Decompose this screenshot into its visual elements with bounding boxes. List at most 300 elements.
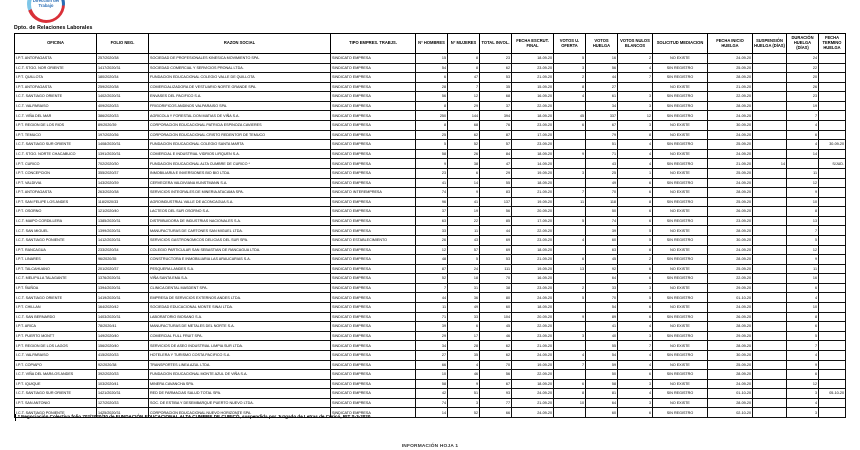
cell: 47 — [448, 73, 480, 83]
cell: CLINICA DENTAL MASDENT SPA. — [149, 283, 331, 293]
cell: I.P.T. ANTOFAGASTA — [15, 82, 97, 92]
cell: SIN REGISTRO — [653, 92, 708, 102]
cell: I.P.T. REGION DE LOS RIOS — [15, 121, 97, 131]
cell — [819, 101, 846, 111]
cell: 233/2020/34 — [97, 245, 149, 255]
cell: 22-09-20 — [512, 370, 554, 380]
table-row — [15, 350, 846, 360]
cell — [753, 379, 787, 389]
cell: 25 — [416, 130, 448, 140]
cell: 17-09-20 — [512, 216, 554, 226]
cell — [819, 188, 846, 198]
cell: 33 — [448, 312, 480, 322]
cell: NO EXISTE — [653, 303, 708, 313]
cell: 394 — [480, 111, 512, 121]
cell: 43 — [448, 235, 480, 245]
cell — [618, 82, 653, 92]
cell — [753, 188, 787, 198]
cell: I.C.T. SAN MIGUEL — [15, 226, 97, 236]
cell: 4 — [787, 121, 819, 131]
cell: 17-09-20 — [512, 130, 554, 140]
cell: 6 — [787, 322, 819, 332]
cell: 20-09-20 — [512, 207, 554, 217]
cell: 197/2020/36 — [97, 130, 149, 140]
cell: 55 — [586, 341, 618, 351]
cell: 4 — [618, 140, 653, 150]
cell: 18 — [448, 274, 480, 284]
cell — [753, 101, 787, 111]
cell: NO EXISTE — [653, 121, 708, 131]
cell: 2 — [618, 255, 653, 265]
cell: I.C.T. SANTIAGO SUR ORIENTE — [15, 140, 97, 150]
cell: I.P.T. RANCAGUA — [15, 245, 97, 255]
cell: I.C.T. VIÑA DEL MAR/LOS ANDES — [15, 370, 97, 380]
cell: VIÑA SANTA EMA S.A. — [149, 274, 331, 284]
table-row — [15, 331, 846, 341]
cell: 1412/2020/31 — [97, 235, 149, 245]
cell: INMOBILIARIA E INVERSIONES BIO BIO LTDA. — [149, 168, 331, 178]
cell: AGRICOLA Y FORESTAL DON MATIAS DE VIÑA S.A. — [149, 111, 331, 121]
cell — [554, 274, 586, 284]
cell — [554, 245, 586, 255]
cell: 7 — [554, 188, 586, 198]
cell: 9 — [416, 159, 448, 169]
cell: 48 — [416, 255, 448, 265]
footnote: * Negociación Colectiva folio 702/2020/30 de FUNDACIÓN EDUCACIONAL ALTA CUMBRE DE CURICÓ, suspendida por Juzgado de Letras de Curicó, RIT S-3-2020 — [15, 414, 370, 421]
table-row — [15, 255, 846, 265]
cell: AGROINDUSTRIAL VALLE DE ACONCAGUA S.A. — [149, 197, 331, 207]
cell: SINDICATO EMPRESA — [331, 274, 416, 284]
cell: SIN REGISTRO — [653, 255, 708, 265]
cell: 3 — [618, 92, 653, 102]
cell: 19-09-20 — [512, 197, 554, 207]
cell: 5 — [416, 140, 448, 150]
cell: 62 — [480, 63, 512, 73]
cell: 6 — [787, 130, 819, 140]
cell: SINDICATO EMPRESA — [331, 245, 416, 255]
cell — [819, 130, 846, 140]
cell: NO EXISTE — [653, 245, 708, 255]
table-row — [15, 73, 846, 83]
cell: 386/2020/33 — [97, 111, 149, 121]
cell: 10 — [787, 197, 819, 207]
cell: ENVASES DEL PACIFICO S.A. — [149, 92, 331, 102]
cell: 18-09-20 — [512, 178, 554, 188]
cell: 180/2020/34 — [97, 73, 149, 83]
cell: 3 — [618, 121, 653, 131]
cell: 14 — [787, 149, 819, 159]
cell: 02-10-20 — [708, 408, 753, 418]
cell — [753, 140, 787, 150]
cell: 85 — [480, 216, 512, 226]
cell: 23-09-20 — [708, 216, 753, 226]
cell: 21-09-20 — [512, 188, 554, 198]
cell: SINDICATO EMPRESA — [331, 216, 416, 226]
cell: 1421/2020/31 — [97, 389, 149, 399]
cell: 12 — [787, 379, 819, 389]
table-row — [15, 379, 846, 389]
cell: 259/2020/38 — [97, 82, 149, 92]
cell: SIN REGISTRO — [653, 63, 708, 73]
cell: 28-09-20 — [708, 341, 753, 351]
cell: 70 — [586, 188, 618, 198]
cell — [554, 303, 586, 313]
cell: 38 — [480, 283, 512, 293]
cell: I.C.T. STGO. NORTE CHACABUCO — [15, 149, 97, 159]
cell — [753, 274, 787, 284]
cell: SINDICATO EMPRESA — [331, 101, 416, 111]
cell: 8 — [787, 207, 819, 217]
cell: 8 — [554, 389, 586, 399]
cell: 64 — [586, 274, 618, 284]
cell: I.P.T. TALCAHUANO — [15, 264, 97, 274]
cell: 24-09-20 — [512, 389, 554, 399]
cell: HOTELERA Y TURISMO COSTA PACIFICO S.A. — [149, 350, 331, 360]
cell: 3 — [554, 331, 586, 341]
cell: 68 — [480, 92, 512, 102]
cell: 24-09-20 — [708, 379, 753, 389]
cell: 27 — [416, 350, 448, 360]
cell: I.P.T. SAN ANTONIO — [15, 398, 97, 408]
logo-text: Dirección del Trabajo — [31, 0, 62, 20]
cell: 2 — [618, 54, 653, 64]
cell: 93 — [480, 389, 512, 399]
cell: SIN REGISTRO — [653, 312, 708, 322]
cell: 12 — [416, 245, 448, 255]
cell: I.P.T. TEMUCO — [15, 130, 97, 140]
cell: SIN REGISTRO — [653, 73, 708, 83]
cell: 7 — [416, 283, 448, 293]
cell: I.P.T. LINARES — [15, 255, 97, 265]
cell — [753, 245, 787, 255]
cell — [753, 322, 787, 332]
cell: NO EXISTE — [653, 168, 708, 178]
cell: 144 — [448, 111, 480, 121]
cell: 59 — [586, 360, 618, 370]
cell: 18-09-20 — [512, 149, 554, 159]
cell: 40 — [586, 331, 618, 341]
cell: 6 — [416, 73, 448, 83]
cell: 22-09-20 — [512, 101, 554, 111]
table-row — [15, 216, 846, 226]
cell — [753, 178, 787, 188]
cell: 70 — [480, 274, 512, 284]
cell: 6 — [618, 207, 653, 217]
cell: 51 — [586, 140, 618, 150]
table-row — [15, 178, 846, 188]
table-row — [15, 398, 846, 408]
table-row — [15, 245, 846, 255]
cell — [554, 370, 586, 380]
cell: 70 — [586, 293, 618, 303]
cell: 54 — [416, 63, 448, 73]
cell: 3 — [618, 101, 653, 111]
cell — [753, 350, 787, 360]
strikes-report-table — [14, 33, 846, 418]
cell: 16 — [586, 54, 618, 64]
cell: EMPRESA DE SERVICIOS EXTERNOS ANDES LTDA. — [149, 293, 331, 303]
cell: 92 — [586, 264, 618, 274]
cell: 57 — [448, 245, 480, 255]
cell: 9 — [448, 188, 480, 198]
cell: 12 — [787, 245, 819, 255]
cell: 4 — [618, 159, 653, 169]
cell: 14 — [753, 159, 787, 169]
cell: 58 — [416, 379, 448, 389]
cell — [819, 216, 846, 226]
cell: 24-09-20 — [512, 293, 554, 303]
cell: 1425/2020/31 — [97, 408, 149, 418]
cell: 05-10-20 — [819, 389, 846, 399]
cell: 25-09-20 — [708, 264, 753, 274]
cell — [753, 360, 787, 370]
strikes-report-table-wrapper — [14, 33, 845, 418]
cell: SINDICATO EMPRESA — [331, 92, 416, 102]
cell: 9 — [787, 255, 819, 265]
cell: 68 — [448, 121, 480, 131]
cell: SINDICATO EMPRESA — [331, 389, 416, 399]
cell: 81 — [586, 389, 618, 399]
cell: 61 — [586, 92, 618, 102]
cell: 46 — [480, 331, 512, 341]
cell: 149/2020/40 — [97, 331, 149, 341]
cell: 16-09-20 — [512, 92, 554, 102]
cell — [554, 159, 586, 169]
cell: 156/2020/40 — [97, 341, 149, 351]
cell: 702/2020/30 — [97, 159, 149, 169]
cell: MANUFACTURAS DE METALES DEL NORTE S.A. — [149, 322, 331, 332]
cell: 24-09-20 — [708, 178, 753, 188]
cell: SIN REGISTRO — [653, 408, 708, 418]
cell — [819, 398, 846, 408]
cell: I.C.T. SANTIAGO PONIENTE — [15, 235, 97, 245]
cell: 6 — [618, 408, 653, 418]
cell: 60 — [586, 408, 618, 418]
cell: SINDICATO EMPRESA — [331, 283, 416, 293]
cell: 63 — [586, 245, 618, 255]
column-header: SOLICITUD MEDIACION — [653, 34, 708, 54]
table-row — [15, 188, 846, 198]
cell: I.P.T. PUERTO MONTT — [15, 331, 97, 341]
cell: 21-09-20 — [512, 73, 554, 83]
cell: 56 — [480, 207, 512, 217]
cell — [554, 322, 586, 332]
cell: I.P.T. SAN FELIPE LOS ANDES — [15, 197, 97, 207]
cell: 28-09-20 — [708, 188, 753, 198]
cell: 22-09-20 — [512, 226, 554, 236]
cell: 21-09-20 — [708, 82, 753, 92]
cell: 10 — [787, 303, 819, 313]
cell: 34 — [416, 341, 448, 351]
cell: 16-09-20 — [512, 274, 554, 284]
cell: NO EXISTE — [653, 264, 708, 274]
cell: I.P.T. QUILLOTA — [15, 73, 97, 83]
cell: 11 — [448, 226, 480, 236]
cell: COMERCIAL FULL FRUIT SPA. — [149, 331, 331, 341]
cell: SINDICATO EMPRESA — [331, 197, 416, 207]
cell: 3 — [787, 389, 819, 399]
cell — [819, 322, 846, 332]
cell: SIN REGISTRO — [653, 197, 708, 207]
cell: 1417/2020/31 — [97, 63, 149, 73]
cell: 19 — [448, 207, 480, 217]
cell — [753, 149, 787, 159]
cell: 19 — [787, 101, 819, 111]
cell: 23-09-20 — [512, 283, 554, 293]
cell: 24 — [787, 54, 819, 64]
cell: MINERA CAVANCHA SPA. — [149, 379, 331, 389]
cell: 6 — [618, 312, 653, 322]
cell — [819, 350, 846, 360]
cell: SINDICATO EMPRESA — [331, 140, 416, 150]
cell: 8 — [618, 197, 653, 207]
cell: 14 — [448, 178, 480, 188]
cell: 1408/2020/31 — [97, 140, 149, 150]
cell: NO EXISTE — [653, 130, 708, 140]
cell: SIN REGISTRO — [653, 159, 708, 169]
cell — [819, 274, 846, 284]
cell — [819, 360, 846, 370]
cell: 56 — [416, 92, 448, 102]
cell: 66 — [416, 360, 448, 370]
cell: FUNDACION EDUCACIONAL MONTE AZUL DE VIÑA S.A. — [149, 370, 331, 380]
cell: 3 — [618, 379, 653, 389]
cell: 6 — [618, 178, 653, 188]
table-row — [15, 82, 846, 92]
cell: 74 — [586, 216, 618, 226]
cell — [753, 226, 787, 236]
cell: 8 — [416, 121, 448, 131]
cell: 44 — [480, 226, 512, 236]
cell: 67 — [586, 121, 618, 131]
cell: 33 — [586, 283, 618, 293]
cell: 5 — [448, 255, 480, 265]
column-header: FOLIO NEG. — [97, 34, 149, 54]
cell: 55 — [480, 178, 512, 188]
cell — [554, 140, 586, 150]
table-row — [15, 63, 846, 73]
cell: SINDICATO EMPRESA — [331, 398, 416, 408]
cell: 6 — [618, 370, 653, 380]
cell: 137 — [480, 197, 512, 207]
cell: 6 — [618, 188, 653, 198]
cell: 121/2020/40 — [97, 207, 149, 217]
cell: SINDICATO EMPRESA — [331, 149, 416, 159]
cell: CORPORACION EDUCACIONAL NUEVO HORIZONTE SPA. — [149, 408, 331, 418]
cell: 7 — [787, 111, 819, 121]
cell: 29 — [448, 101, 480, 111]
cell: I.C.T. SANTIAGO ORIENTE — [15, 92, 97, 102]
cell: 56 — [586, 63, 618, 73]
cell: 5 — [618, 293, 653, 303]
cell: 87 — [416, 264, 448, 274]
cell — [819, 312, 846, 322]
cell: 18-09-20 — [512, 111, 554, 121]
cell: 38 — [448, 159, 480, 169]
cell: 201/2020/37 — [97, 264, 149, 274]
cell: I.C.T. VALPARAISO — [15, 350, 97, 360]
cell: LACTEOS DEL SUR OSORNO S.A. — [149, 207, 331, 217]
cell — [753, 303, 787, 313]
cell: I.C.T. STGO. NOR ORIENTE — [15, 63, 97, 73]
cell: 50 — [586, 370, 618, 380]
cell: SINDICATO EMPRESA — [331, 82, 416, 92]
cell: SINDICATO EMPRESA — [331, 54, 416, 64]
cell: I.C.T. VALPARAISO — [15, 101, 97, 111]
cell: 24-09-20 — [708, 149, 753, 159]
cell: 4 — [787, 140, 819, 150]
cell — [819, 255, 846, 265]
cell: 3 — [618, 398, 653, 408]
column-header: N° MUJERES — [448, 34, 480, 54]
cell: SIN REGISTRO — [653, 178, 708, 188]
cell: 70 — [480, 360, 512, 370]
cell: 62 — [480, 350, 512, 360]
cell: SINDICATO EMPRESA — [331, 322, 416, 332]
cell: 74 — [416, 188, 448, 198]
cell — [753, 197, 787, 207]
cell — [819, 168, 846, 178]
column-header: FECHA TERMINO HUELGA — [819, 34, 846, 54]
cell: I.P.T. ANTOFAGASTA — [15, 188, 97, 198]
cell: 7 — [448, 82, 480, 92]
cell: SINDICATO EMPRESA — [331, 303, 416, 313]
cell: 6 — [448, 322, 480, 332]
cell: 5 — [787, 235, 819, 245]
cell: FUNDACION EDUCACIONAL COLEGIO VALLE DE QUILLOTA — [149, 73, 331, 83]
cell: 3 — [448, 398, 480, 408]
cell: SOC. DE ESTIBA Y DESEMBARQUE PUERTO NUEVO LTDA. — [149, 398, 331, 408]
cell: NO EXISTE — [653, 226, 708, 236]
cell: 355/2020/37 — [97, 168, 149, 178]
table-row — [15, 197, 846, 207]
cell: 24-09-20 — [708, 245, 753, 255]
table-row — [15, 303, 846, 313]
cell: 19-09-20 — [512, 264, 554, 274]
cell: S/JUD. — [819, 159, 846, 169]
cell: SIN REGISTRO — [653, 216, 708, 226]
cell: 47 — [480, 159, 512, 169]
cell: 337 — [586, 111, 618, 121]
cell: 10 — [554, 398, 586, 408]
cell: 20-09-20 — [512, 312, 554, 322]
cell: 26 — [448, 149, 480, 159]
cell: 23-09-20 — [512, 140, 554, 150]
cell: 8 — [787, 312, 819, 322]
cell — [819, 54, 846, 64]
cell: 127/2020/33 — [97, 398, 149, 408]
cell: CERVECERA VALDIVIANA KUNSTMANN S.A. — [149, 178, 331, 188]
cell: 23 — [787, 92, 819, 102]
cell: SINDICATO INTEREMPRESA — [331, 188, 416, 198]
cell: 3 — [554, 168, 586, 178]
cell — [819, 92, 846, 102]
cell: 39 — [586, 226, 618, 236]
cell: I.P.T. VALDIVIA — [15, 178, 97, 188]
cell: 29 — [416, 331, 448, 341]
cell: 28 — [448, 341, 480, 351]
cell: 1402/2020/31 — [97, 92, 149, 102]
cell: 25 — [586, 168, 618, 178]
table-header-row — [15, 34, 846, 54]
cell: SIN REGISTRO — [653, 293, 708, 303]
cell: 5 — [787, 331, 819, 341]
cell — [753, 331, 787, 341]
cell: 28-09-20 — [708, 101, 753, 111]
cell: SOCIEDAD DE PROFESIONALES KINESICA MOVIMIENTO SPA. — [149, 54, 331, 64]
cell: 13 — [787, 216, 819, 226]
cell: 52 — [416, 274, 448, 284]
